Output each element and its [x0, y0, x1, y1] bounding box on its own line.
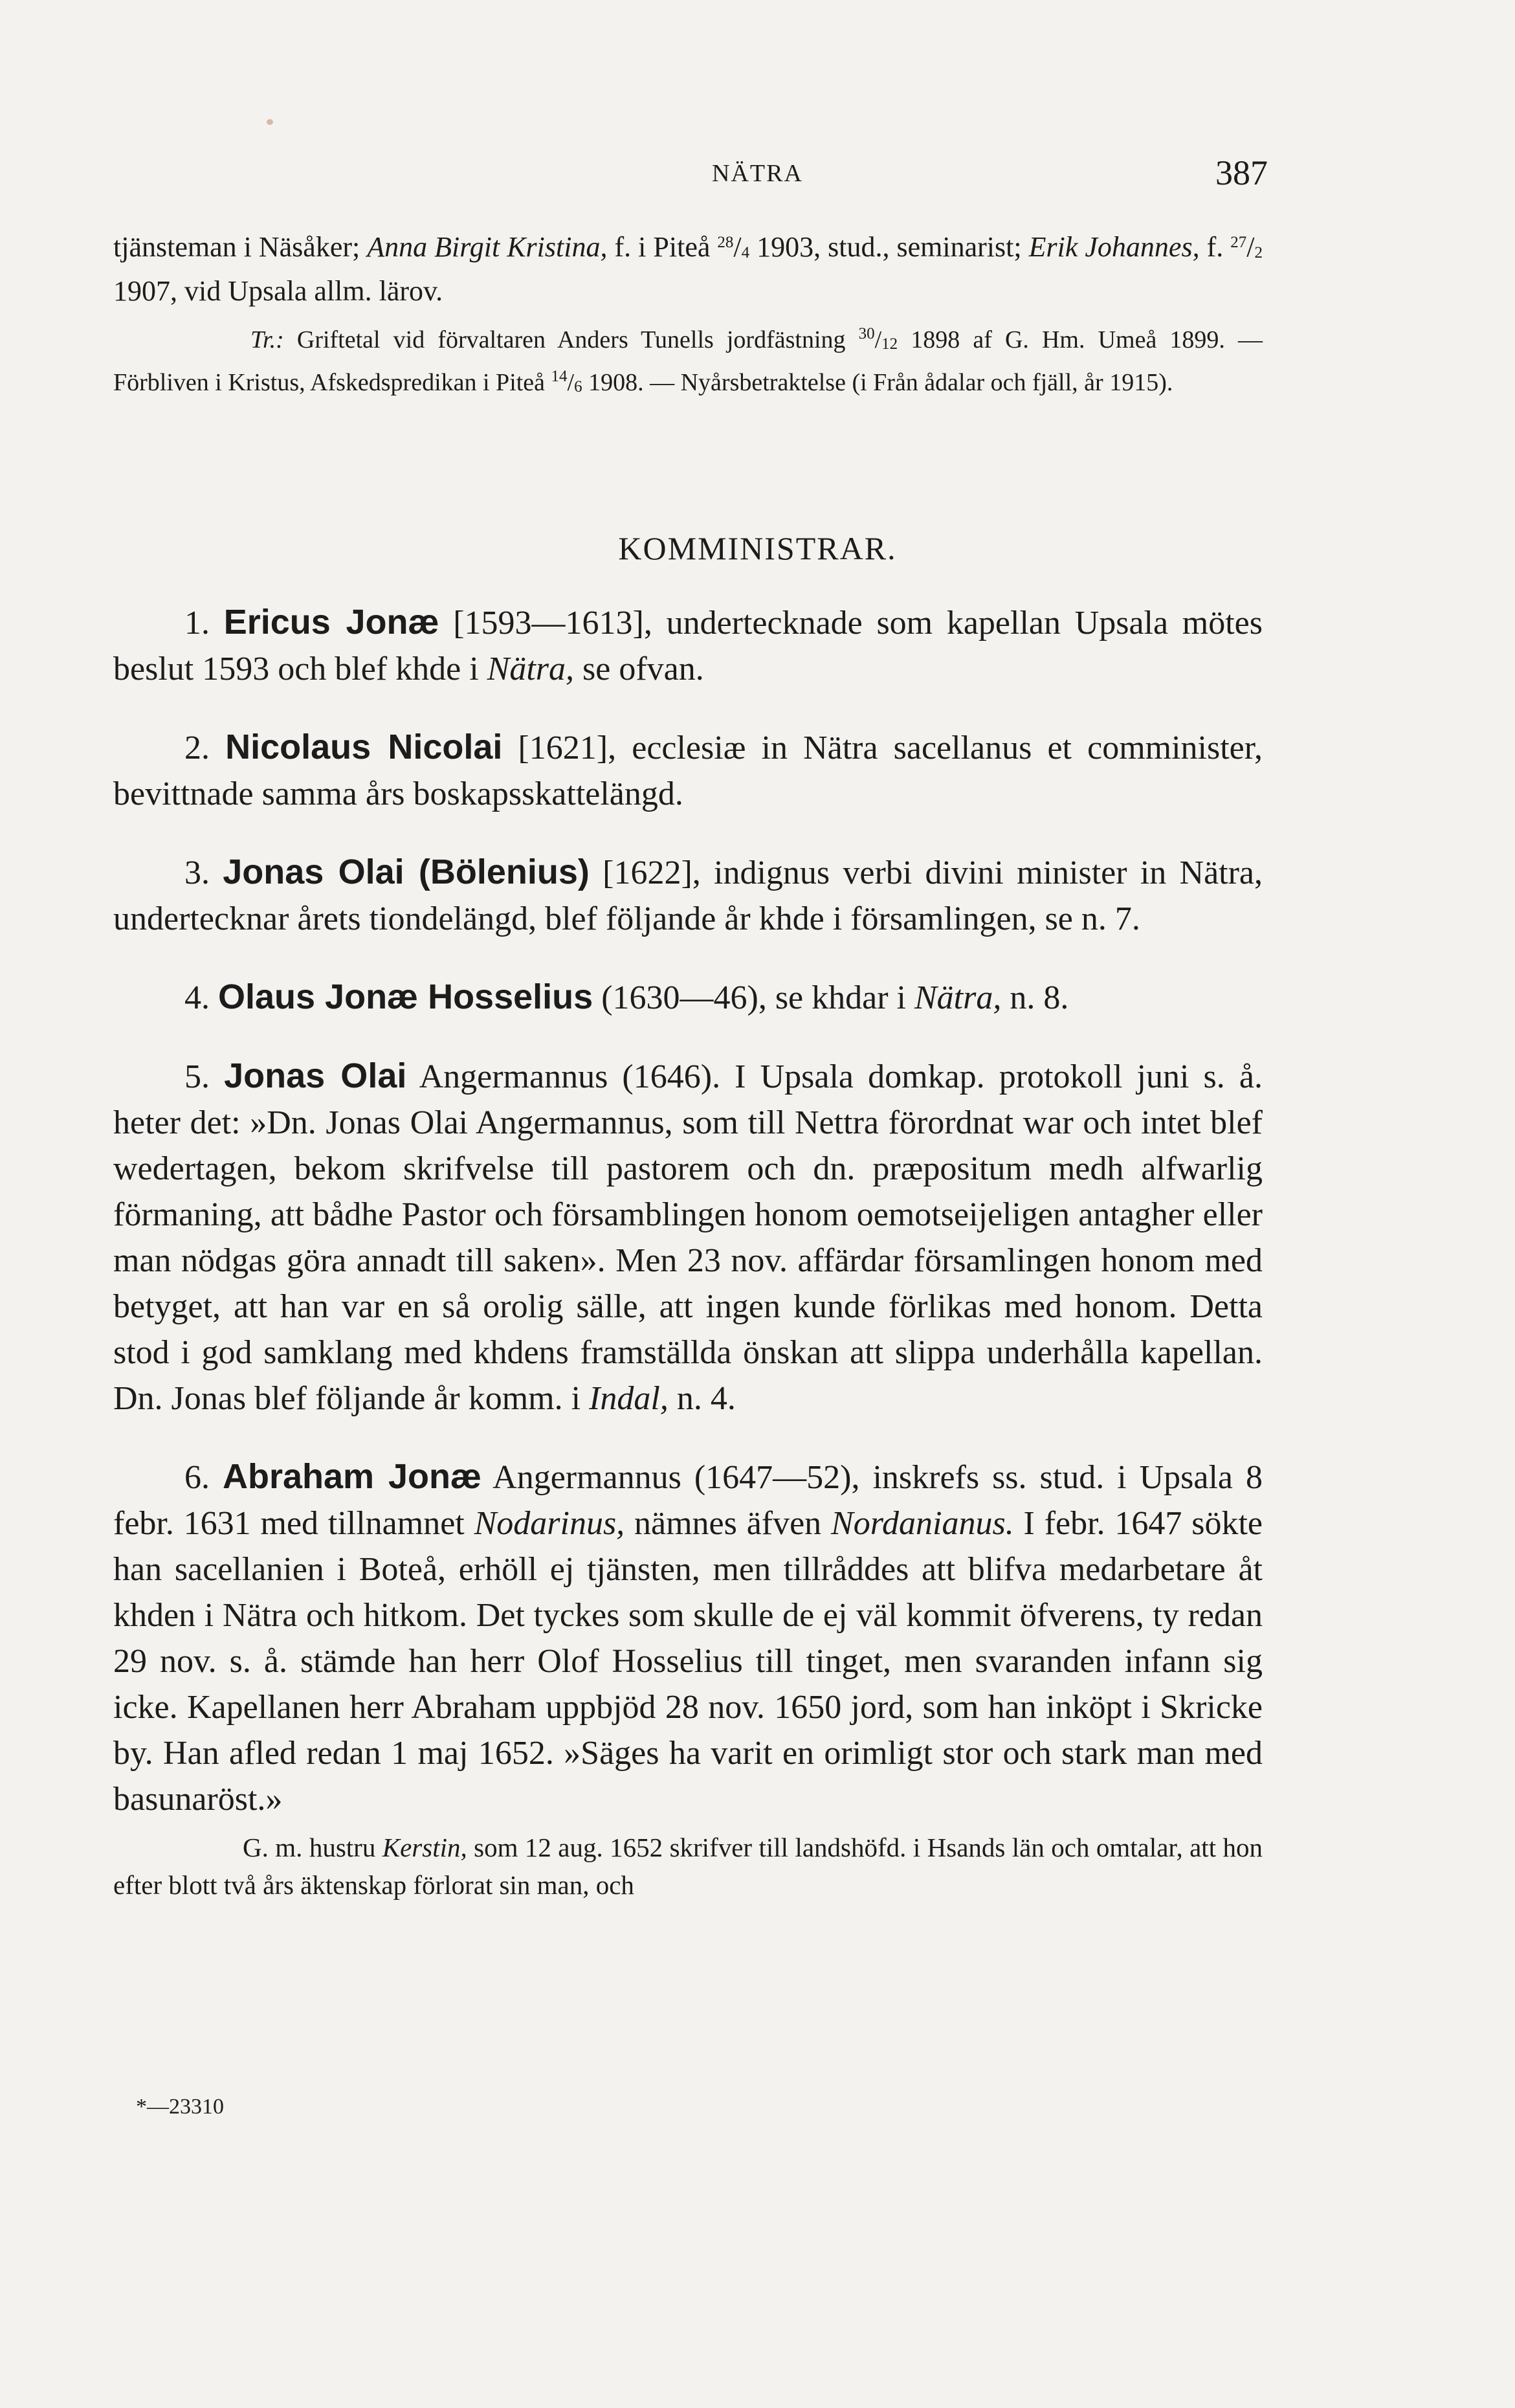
entry-text: [1622], indignus verbi divini minister in Nätra, undertecknar årets tiondelängd, blef följande år khde i församlingen, se n. 7.: [113, 854, 1263, 937]
surname-variant: Nodarinus,: [474, 1505, 625, 1542]
entry-text: I febr. 1647 sökte han sacellanien i Boteå, erhöll ej tjänsten, men tillråddes att blifva medarbetare åt khden i Nätra och hitkom. Det tyckes som skulle de ej väl kommit öfverens, ty redan 29 nov. s. å. stämde han herr Olof Hosselius till tinget, men svaranden infann sig icke. Kapellanen herr Abraham uppbjöd 28 nov. 1650 jord, som han inköpt i Skricke by. Han afled redan 1 maj 1652. »Säges ha varit en orimligt stor och stark man med basunaröst.»: [113, 1505, 1263, 1818]
intro-text: tjänsteman i Näsåker;: [113, 231, 368, 263]
note-text: G. m. hustru: [243, 1833, 382, 1862]
entry-number: 2.: [184, 730, 210, 766]
entry-2: [113, 724, 1263, 817]
spouse-note: [113, 1829, 1263, 1904]
entry-text: (1630—46), se khdar i: [593, 979, 914, 1016]
entry-name: Olaus Jonæ Hosselius: [218, 977, 593, 1016]
running-head: NÄTRA: [712, 160, 803, 187]
date-month: 6: [574, 378, 582, 396]
entry-6: [113, 1454, 1263, 1822]
date-day: 30: [858, 325, 875, 342]
intro-text: 1907, vid Upsala allm. lärov.: [113, 275, 443, 307]
person-name: Anna Birgit Kristina,: [367, 231, 608, 263]
place-name: Nätra,: [487, 651, 575, 687]
place-name: Nätra,: [914, 979, 1002, 1016]
entry-number: 3.: [184, 854, 210, 891]
page-number: 387: [1215, 153, 1268, 192]
writings-label: Tr.:: [250, 326, 284, 353]
entry-number: 5.: [184, 1058, 210, 1095]
writings-text: 1898 af G. Hm. Umeå 1899. — Förbliven i Kristus, Afskedspredikan i Piteå: [113, 326, 1263, 396]
date-month: 12: [881, 335, 898, 353]
entry-text: Angermannus (1647—52), inskrefs ss. stud. i Upsala 8 febr. 1631 med tillnamnet: [113, 1459, 1263, 1542]
ink-mark: [267, 119, 273, 125]
entry-name: Nicolaus Nicolai: [225, 728, 503, 766]
writings-text: 1908. — Nyårsbetraktelse (i Från ådalar och fjäll, år 1915).: [582, 369, 1173, 396]
person-name: Kerstin,: [382, 1833, 467, 1862]
entry-name: Jonas Olai: [224, 1056, 407, 1095]
writings-text: Griftetal vid förvaltaren Anders Tunells jordfästning: [283, 326, 859, 353]
entry-5: [113, 1053, 1263, 1421]
person-name: Erik Johannes,: [1028, 231, 1200, 263]
entry-text: se ofvan.: [574, 651, 704, 687]
intro-text: 1903, stud., seminarist;: [749, 231, 1029, 263]
intro-text: f.: [1199, 231, 1231, 263]
entry-text: [1593—1613], undertecknade som kapellan Upsala mötes beslut 1593 och blef khde i: [113, 605, 1263, 687]
date-month: 4: [741, 244, 750, 262]
entry-4: [113, 974, 1263, 1021]
date-day: 28: [717, 234, 734, 251]
entry-number: 6.: [184, 1459, 210, 1496]
date-month: 2: [1254, 244, 1263, 262]
entry-text: n. 4.: [668, 1380, 736, 1417]
intro-text: f. i Piteå: [607, 231, 718, 263]
entry-text: n. 8.: [1001, 979, 1069, 1016]
entry-number: 1.: [184, 605, 210, 641]
printer-signature-mark: *—23310: [136, 2095, 224, 2119]
entry-text: nämnes äfven: [625, 1505, 832, 1542]
entry-text: [1621], ecclesiæ in Nätra sacellanus et comminister, bevittnade samma års boskapsskattelängd.: [113, 730, 1263, 812]
entry-name: Abraham Jonæ: [222, 1457, 482, 1496]
entry-name: Jonas Olai (Bölenius): [223, 853, 590, 891]
note-text: som 12 aug. 1652 skrifver till landshöfd. i Hsands län och omtalar, att hon efter blott två års äktenskap förlorat sin man, och: [113, 1833, 1263, 1900]
surname-variant: Nordanianus.: [831, 1505, 1014, 1542]
writings-paragraph: Tr.: Griftetal vid förvaltaren Anders Tunells jordfästning $^{30}/_{12}$ 1898 af G. Hm. Umeå 1899. — Förbliven i Kristus, Afskedspredikan i Piteå $^{14}/_6$ 1908. — Nyårsbetraktelse (i Från ådalar och fjäll, år 1915).: [113, 325, 1263, 396]
entry-3: [113, 849, 1263, 942]
date-day: 14: [551, 368, 568, 385]
intro-paragraph: tjänsteman i Näsåker; Anna Birgit Kristina, f. i Piteå $^{28}/_4$ 1903, stud., seminarist; Erik Johannes, f. $^{27}/_2$ 1907, vid Upsala allm. lärov.: [113, 231, 1263, 307]
entries-list: [113, 599, 1263, 1904]
date-day: 27: [1230, 234, 1247, 251]
section-heading: KOMMINISTRAR.: [618, 530, 897, 566]
entry-text: Angermannus (1646). I Upsala domkap. protokoll juni s. å. heter det: »Dn. Jonas Olai Angermannus, som till Nettra förordnat war och intet blef wedertagen, bekom skrifvelse till pastorem och dn. præpositum medh alfwarlig förmaning, att bådhe Pastor och församblingen honom oemotseijeligen antagher eller man nödgas göra annadt till saken». Men 23 nov. affärdar församlingen honom med betyget, att han var en så orolig sälle, att ingen kunde förlikas med honom. Detta stod i god samklang med khdens framställda önskan att slippa underhålla kapellan. Dn. Jonas blef följande år komm. i: [113, 1058, 1263, 1417]
entry-number: 4.: [184, 979, 210, 1016]
place-name: Indal,: [589, 1380, 669, 1417]
entry-1: [113, 599, 1263, 692]
entry-name: Ericus Jonæ: [223, 603, 439, 641]
